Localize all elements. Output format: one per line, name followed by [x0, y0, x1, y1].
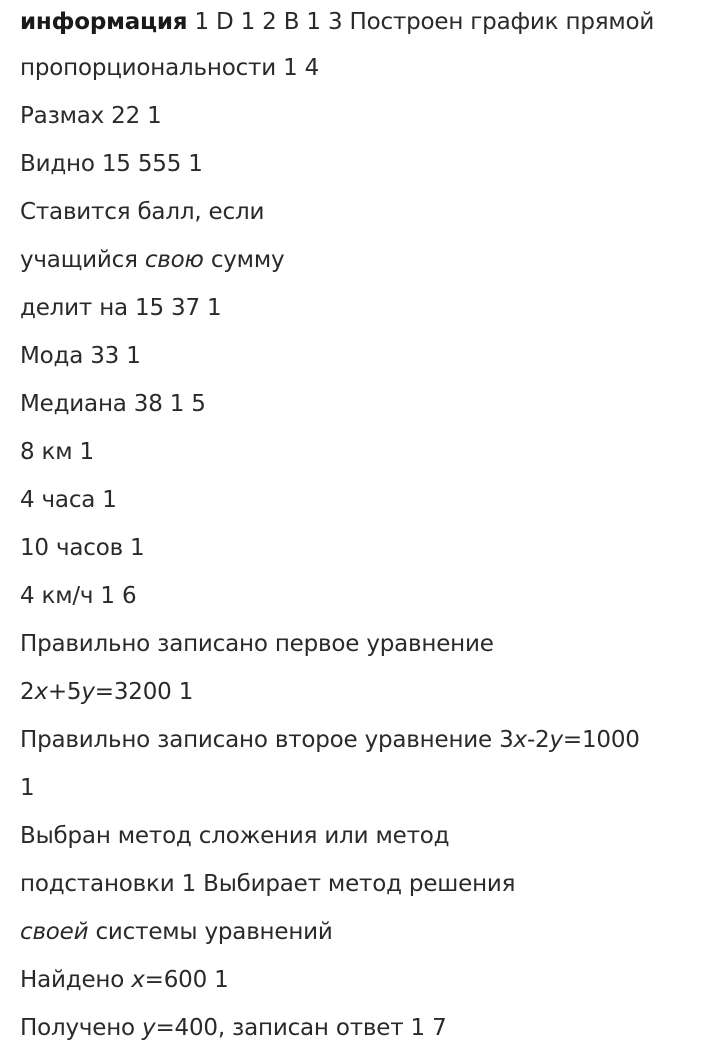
segment: 1 D 1 2 B 1 3 Построен график прямой [187, 9, 655, 35]
segment: Размах 22 1 [20, 103, 162, 129]
text-line-17 [20, 764, 710, 812]
segment: y [142, 1015, 156, 1041]
segment: 4 часа 1 [20, 487, 117, 513]
segment: Выбран метод сложения или метод [20, 823, 450, 849]
segment: пропорциональности 1 4 [20, 55, 320, 81]
segment: Медиана 38 1 5 [20, 391, 206, 417]
segment: Ставится балл, если [20, 199, 265, 225]
segment: y [549, 727, 563, 753]
text-line-19 [20, 860, 710, 908]
text-line-9 [20, 380, 710, 428]
text-line-10 [20, 428, 710, 476]
segment: подстановки 1 Выбирает метод решения [20, 871, 516, 897]
segment: x [513, 727, 527, 753]
segment: делит на 15 37 1 [20, 295, 222, 321]
text-line-22 [20, 1004, 710, 1052]
segment: 4 км/ч 1 6 [20, 583, 137, 609]
segment: информация [20, 9, 188, 35]
segment: Видно 15 555 1 [20, 151, 203, 177]
text-line-14 [20, 620, 710, 668]
text-line-11 [20, 476, 710, 524]
text-line-4 [20, 140, 710, 188]
text-line-5 [20, 188, 710, 236]
segment: Правильно записано второе уравнение 3 [20, 727, 514, 753]
text-line-20 [20, 908, 710, 956]
text-line-15 [20, 668, 710, 716]
text-line-21 [20, 956, 710, 1004]
segment: -2 [526, 727, 550, 753]
segment: =3200 1 [94, 679, 194, 705]
segment: Найдено [20, 967, 132, 993]
segment: x [34, 679, 48, 705]
segment: 1 [20, 775, 35, 801]
text-line-13 [20, 572, 710, 620]
document-text [20, 0, 710, 1052]
segment: =600 1 [144, 967, 229, 993]
segment: x [131, 967, 145, 993]
text-line-7 [20, 284, 710, 332]
segment: своей [20, 919, 89, 945]
text-line-8 [20, 332, 710, 380]
segment: y [81, 679, 95, 705]
segment: +5 [47, 679, 82, 705]
text-line-16 [20, 716, 710, 764]
segment: системы уравнений [88, 919, 333, 945]
segment: Получено [20, 1015, 143, 1041]
text-line-2 [20, 44, 710, 92]
segment: свою [144, 247, 204, 273]
segment: =400, записан ответ 1 7 [155, 1015, 447, 1041]
text-line-1 [20, 0, 710, 44]
segment: 10 часов 1 [20, 535, 145, 561]
segment: сумму [203, 247, 285, 273]
text-line-3 [20, 92, 710, 140]
segment: 8 км 1 [20, 439, 94, 465]
segment: 2 [20, 679, 35, 705]
segment: =1000 [562, 727, 640, 753]
segment: учащийся [20, 247, 145, 273]
segment: Мода 33 1 [20, 343, 141, 369]
text-line-12 [20, 524, 710, 572]
text-line-18 [20, 812, 710, 860]
segment: Правильно записано первое уравнение [20, 631, 494, 657]
text-line-6 [20, 236, 710, 284]
